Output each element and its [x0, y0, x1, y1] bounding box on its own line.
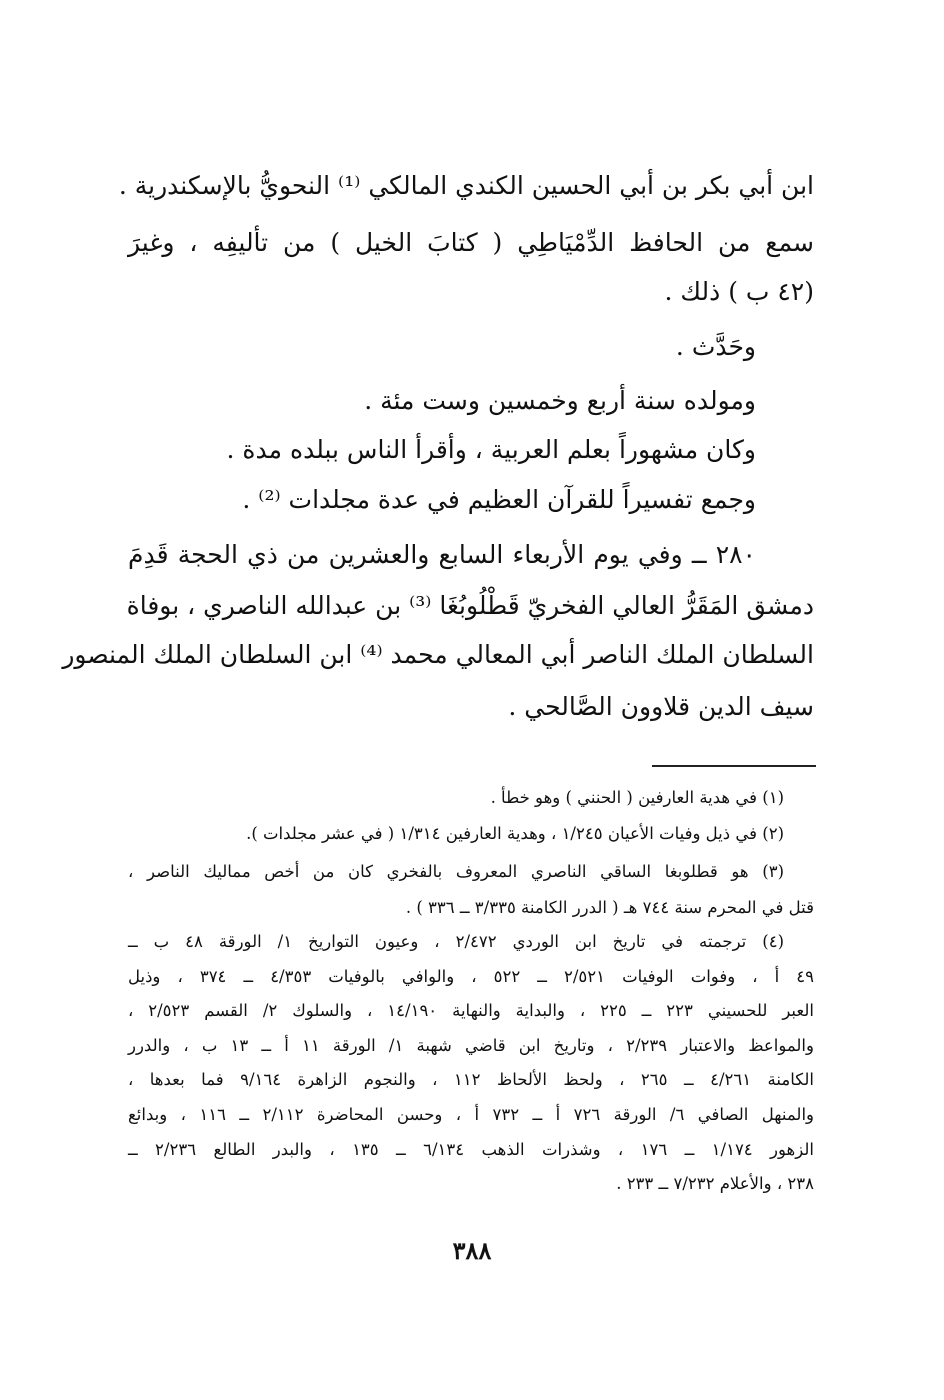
page-number: ٣٨٨	[452, 1236, 492, 1265]
text-line: سمع من الحافظ الدِّمْيَاطِي ( كتابَ الخيل ) من تأليفِه ، وغيرَ	[128, 228, 814, 257]
footnote-line: (٢) في ذيل وفيات الأعيان ١/٢٤٥ ، وهدية العارفين ١/٣١٤ ( في عشر مجلدات ).	[246, 824, 784, 843]
text-line: (٤٢ ب ) ذلك .	[664, 277, 814, 306]
entry-number-line: ٢٨٠ ــ وفي يوم الأربعاء السابع والعشرين من ذي الحجة قَدِمَ	[128, 540, 756, 569]
footnote-line: الكامنة ٤/٢٦١ ــ ٢٦٥ ، ولحظ الألحاظ ١١٢ ، والنجوم الزاهرة ٩/١٦٤ فما بعدها ،	[128, 1070, 814, 1089]
footnote-line: قتل في المحرم سنة ٧٤٤ هـ ( الدرر الكامنة ٣/٣٣٥ ــ ٣٣٦ ) .	[405, 898, 814, 917]
text-line: ومولده سنة أربع وخمسين وست مئة .	[364, 386, 756, 415]
footnote-line: ٤٩ أ ، وفوات الوفيات ٢/٥٢١ ــ ٥٢٢ ، والوافي بالوفيات ٤/٣٥٣ ــ ٣٧٤ ، وذيل	[128, 967, 814, 986]
text-line: دمشق المَقَرُّ العالي الفخريّ قَطْلُوبُغَا ⁽³⁾ بن عبدالله الناصري ، بوفاة	[126, 591, 814, 620]
footnote-line: والمواعظ والاعتبار ٢/٢٣٩ ، وتاريخ ابن قاضي شهبة ١/ الورقة ١١ أ ــ ١٣ ب ، والدرر	[128, 1036, 814, 1055]
footnote-line: (١) في هدية العارفين ( الحنني ) وهو خطأ .	[490, 788, 784, 807]
footnote-line: ٢٣٨ ، والأعلام ٧/٢٣٢ ــ ٢٣٣ .	[616, 1174, 814, 1193]
text-line: سيف الدين قلاوون الصَّالحي .	[508, 692, 814, 721]
footnote-line: (٤) ترجمته في تاريخ ابن الوردي ٢/٤٧٢ ، وعيون التواريخ ١/ الورقة ٤٨ ب ــ	[128, 932, 784, 951]
footnote-line: والمنهل الصافي ٦/ الورقة ٧٢٦ أ ــ ٧٣٢ أ ، وحسن المحاضرة ٢/١١٢ ــ ١١٦ ، وبدائع	[128, 1105, 815, 1124]
text-line: ابن أبي بكر بن أبي الحسين الكندي المالكي ⁽¹⁾ النحويُّ بالإسكندرية .	[118, 171, 814, 200]
footnote-line: العبر للحسيني ٢٢٣ ــ ٢٢٥ ، والبداية والنهاية ١٤/١٩٠ ، والسلوك ٢/ القسم ٢/٥٢٣ ،	[128, 1001, 814, 1020]
footnote-line: الزهور ١/١٧٤ ــ ١٧٦ ، وشذرات الذهب ٦/١٣٤ ــ ١٣٥ ، والبدر الطالع ٢/٢٣٦ ــ	[128, 1140, 814, 1159]
footnote-line: (٣) هو قطلوبغا الساقي الناصري المعروف بالفخري كان من أخص مماليك الناصر ،	[128, 862, 784, 881]
footnote-separator	[652, 765, 816, 767]
text-line: وجمع تفسيراً للقرآن العظيم في عدة مجلدات ⁽²⁾ .	[242, 485, 756, 514]
text-line: السلطان الملك الناصر أبي المعالي محمد ⁽⁴⁾ ابن السلطان الملك المنصور	[62, 640, 814, 669]
text-line: وكان مشهوراً بعلم العربية ، وأقرأ الناس ببلده مدة .	[226, 435, 756, 464]
text-line: وحَدَّث .	[675, 332, 756, 361]
